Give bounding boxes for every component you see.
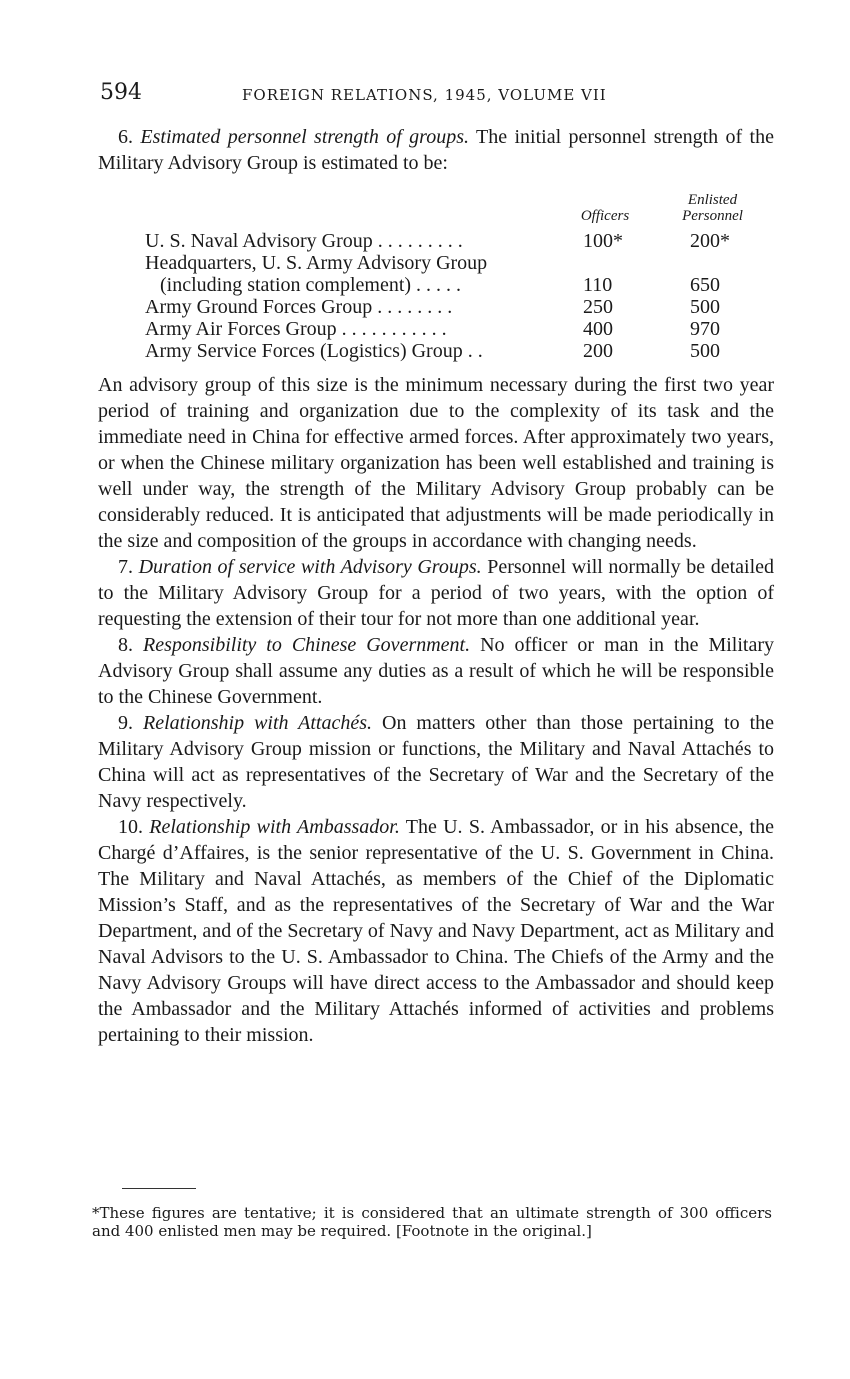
row-enlisted: 500 xyxy=(690,340,720,362)
table-row xyxy=(145,296,765,318)
table-row xyxy=(145,318,765,340)
section-9-text: On matters other than those pertaining to the Military Advisory Group mission or functions, the Military and Naval Attachés to China will act as representatives of the Secretary of War and the Secretary of the Navy respectively. xyxy=(98,712,774,812)
section-9-number: 9. xyxy=(118,712,133,734)
row-enlisted: 970 xyxy=(690,318,720,340)
row-enlisted: 500 xyxy=(690,296,720,318)
row-officers: 110 xyxy=(583,274,613,296)
row-label: (including station complement) . . . . . xyxy=(145,274,462,296)
main-body xyxy=(98,372,774,1048)
row-label: Army Air Forces Group . . . . . . . . . . . xyxy=(145,318,447,340)
row-enlisted: 200* xyxy=(690,230,730,252)
advisory-size-paragraph: An advisory group of this size is the minimum necessary during the first two year period of training and organization due to the complexity of its task and the immediate need in China for effective armed forces. After approximately two years, or when the Chinese military organization has been well established and training is well under way, the strength of the Military Advisory Group probably can be considerably reduced. It is anticipated that adjustments will be made periodically in the size and composition of the groups in accordance with changing needs. xyxy=(98,374,774,552)
section-7-number: 7. xyxy=(118,556,133,578)
row-label: U. S. Naval Advisory Group . . . . . . . . . xyxy=(145,230,463,252)
table-row xyxy=(145,230,765,252)
section-10-paragraph xyxy=(98,814,774,1048)
row-enlisted: 650 xyxy=(690,274,720,296)
row-officers: 400 xyxy=(583,318,613,340)
section-6-paragraph xyxy=(98,124,774,176)
row-label: Army Ground Forces Group . . . . . . . . xyxy=(145,296,453,318)
section-6-title: Estimated personnel strength of groups. xyxy=(140,126,469,148)
section-8-paragraph xyxy=(98,632,774,710)
col-header-enlisted-1: Enlisted xyxy=(687,192,738,208)
section-8-title: Responsibility to Chinese Government. xyxy=(142,634,471,656)
section-10-title: Relationship with Ambassador. xyxy=(149,816,400,838)
page-number: 594 xyxy=(100,80,142,105)
section-7-text: Personnel will normally be detailed to the Military Advisory Group for a period of two years, with the option of requesting the extension of their tour for not more than one additional year. xyxy=(98,556,775,630)
col-header-officers: Officers xyxy=(580,208,630,224)
row-officers: 250 xyxy=(583,296,613,318)
table-row xyxy=(145,252,765,274)
section-9-title: Relationship with Attachés. xyxy=(142,712,373,734)
section-8-text: No officer or man in the Military Advisory Group shall assume any duties as a result of which he will be responsible to the Chinese Government. xyxy=(98,634,774,708)
row-officers: 100* xyxy=(583,230,623,252)
footnote-rule xyxy=(122,1188,196,1189)
page-header xyxy=(100,80,770,108)
row-label: Army Service Forces (Logistics) Group . . xyxy=(145,340,483,362)
footnote: *These figures are tentative; it is considered that an ultimate strength of 300 officers and 400 enlisted men may be required. [Footnote in the original.] xyxy=(92,1204,772,1240)
running-head: FOREIGN RELATIONS, 1945, VOLUME VII xyxy=(242,86,607,104)
section-10-number: 10. xyxy=(118,816,143,838)
section-7-paragraph xyxy=(98,554,774,632)
section-8-number: 8. xyxy=(118,634,133,656)
row-label: Headquarters, U. S. Army Advisory Group xyxy=(145,252,488,274)
col-header-enlisted-2: Personnel xyxy=(682,208,743,224)
section-10-text: The U. S. Ambassador, or in his absence, the Chargé d’Affaires, is the senior representative of the U. S. Government in China. The Military and Naval Attachés, as members of the Chief of the Diplomatic Mission’s Staff, and as the representatives of the Secretary of War and the War Department, and of the Secretary of Navy and Navy Department, act as Military and Naval Advisors to the U. S. Ambassador to China. The Chiefs of the Army and the Navy Advisory Groups will have direct access to the Ambassador and should keep the Ambassador and the Military Attachés informed of activities and problems pertaining to their mission. xyxy=(98,816,774,1046)
section-9-paragraph xyxy=(98,710,774,814)
section-6-number: 6. xyxy=(118,126,133,148)
table-row xyxy=(145,340,765,362)
table-row xyxy=(145,274,765,296)
row-officers: 200 xyxy=(583,340,613,362)
section-6-text: The initial personnel strength of the Military Advisory Group is estimated to be: xyxy=(98,126,774,174)
section-7-title: Duration of service with Advisory Groups. xyxy=(138,556,482,578)
